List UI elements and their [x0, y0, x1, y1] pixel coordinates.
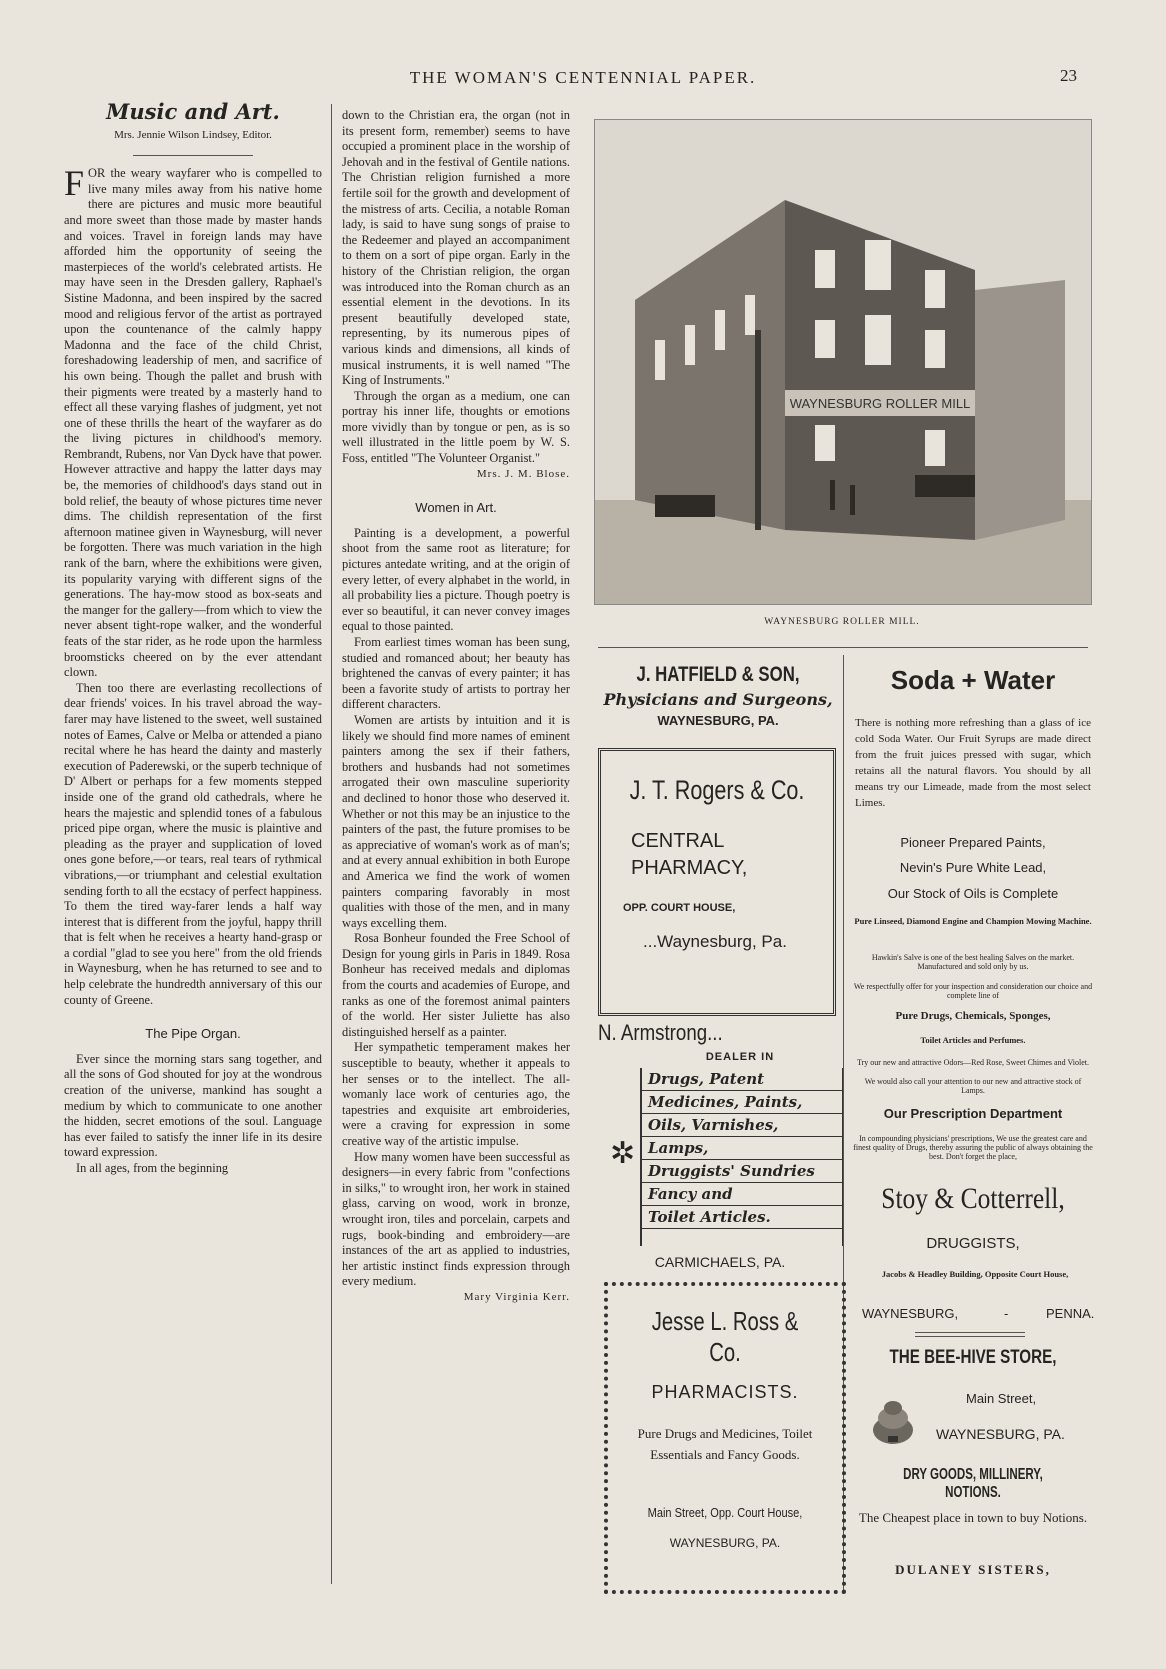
ads-rule — [598, 647, 1088, 648]
prescription-text: In compounding physicians' prescriptions, We use the greatest care and finest quality of Drugs, thereby assuring the public of always obtaining the best. Don't forget the place, — [853, 1134, 1093, 1161]
roller-mill-photo — [594, 119, 1092, 605]
paragraph: Rosa Bonheur founded the Free School of Design for young girls in Paris in 1849. Rosa Bonheur has received medals and diplomas from the courts and academies of Europe, and ranks as one of the foremost animal painters of the world. Her sister Juliette has also distinguished herself as a painter. — [342, 931, 570, 1039]
column-2 — [342, 108, 570, 1306]
ross-ad — [604, 1282, 846, 1594]
rogers-name: J. T. Rogers & Co. — [629, 775, 805, 805]
beehive-name: THE BEE-HIVE STORE, — [889, 1347, 1057, 1368]
beehive-street: Main Street, — [966, 1391, 1037, 1406]
building-line: Jacobs & Headley Building, Opposite Court House, — [881, 1269, 1069, 1279]
paragraph: From earliest times woman has been sung, studied and romanced about; her beauty has brightened the canvas of every painter; it has been a favorite study of artists to portray her different characters. — [342, 635, 570, 712]
paints-line: Pioneer Prepared Paints, — [900, 835, 1046, 850]
column-rule — [331, 104, 332, 1584]
state: PENNA. — [1046, 1306, 1095, 1321]
list-item: Oils, Varnishes, — [642, 1114, 842, 1137]
beehive-rule-top — [915, 1332, 1025, 1333]
editor-line: Mrs. Jennie Wilson Lindsey, Editor. — [114, 128, 272, 141]
pipe-organ-heading: The Pipe Organ. — [145, 1026, 241, 1042]
music-art-heading: Music and Art. — [106, 99, 280, 124]
ross-name: Jesse L. Ross & Co. — [651, 1306, 799, 1367]
page-number: 23 — [1060, 66, 1077, 85]
beehive-rule-mid — [915, 1336, 1025, 1337]
list-item: Medicines, Paints, — [642, 1091, 842, 1114]
paragraph: Through the organ as a medium, one can portray his inner life, thoughts or emotions more vividly than by tongue or pen, as is so well illustrated in the little poem by W. S. Foss, entitled "The Volunteer Organist." — [342, 388, 570, 466]
druggists: DRUGGISTS, — [926, 1235, 1020, 1252]
list-item: Lamps, — [642, 1137, 842, 1160]
lead-line: Nevin's Pure White Lead, — [899, 860, 1047, 875]
paragraph: down to the Christian era, the organ (not in its present form, remember) seems to have occupied a prominent place in the worship of Jehovah and in the festival of Gentile nations. The Christian religion furnished a more fertile soil for the growth and development of the mistress of arts. Cecilia, a notable Roman lady, is said to have sung songs of praise to the Redeemer and played an accompaniment to them on a sort of pipe organ. Early in the history of the Christian religion, the organ was introduced into the Roman church as an essential element in the devotions. In its present beautifully developed state, representing, by its numerous pipes of various kinds and dimensions, all kinds of musical instruments, it is well named "The King of Instruments." — [342, 108, 570, 388]
paragraph: How many women have been successful as designers—in every fabric from "confections in silks," to wrought iron, her work in stained glass, carving on wood, work in bronze, wrought iron, tiles and porcelain, carpets and rugs, book-binding and embroidery—are instances of the art as applied to industries, her artistic instinct finds expression through every medium. — [342, 1149, 570, 1289]
hatfield-name: J. HATFIELD & SON, — [636, 663, 800, 686]
mill-sign: WAYNESBURG ROLLER MILL — [789, 396, 971, 411]
salve-line: Hawkin's Salve is one of the best healing Salves on the market. Manufactured and sold only by us. — [871, 953, 1075, 971]
armstrong-dealer: DEALER IN — [705, 1051, 775, 1063]
signature: Mary Virginia Kerr. — [463, 1290, 570, 1303]
paragraph: Then too there are everlasting recollections of dear friends' voices. In his travel abroad the way-farer may have listened to the sweet, well sustained notes of Eames, Calve or Melba or attended a piano recital where he has heard the dainty and masterly execution of Paderewski, or the superb technique of D' Albert or perhaps for a few moments stepped inside one of the grand old cathedrals, where he hears the majestic and splendid tones of a fabulous priced pipe organ, where the music is plaintive and pleading as the prayer and supplication of loved ones gone before,—or tears, real tears of rythmical vibrations,—or triumphant and celestial exultation sending forth to all the ecstacy of perfect happiness. To them the tired way-farer lends a half way interest that is different from the joyful, happy thrill that is felt when he receives a hearty hand-grasp or a cordial "glad to see you here" from the old friends in Waynesburg, when he has returned to see and to help celebrate the hundredth anniversary of this our county of Greene. — [64, 680, 322, 1007]
photo-caption: WAYNESBURG ROLLER MILL. — [764, 617, 920, 627]
signature: Mrs. J. M. Blose. — [476, 467, 570, 480]
asterisk-icon: ✲ — [610, 1137, 636, 1170]
beehive-goods: DRY GOODS, MILLINERY, NOTIONS. — [903, 1466, 1043, 1501]
town: WAYNESBURG, — [862, 1306, 959, 1321]
list-item: Toilet Articles. — [642, 1206, 842, 1229]
ross-desc: Pure Drugs and Medicines, Toilet Essentials and Fancy Goods. — [637, 1426, 813, 1462]
mill-illustration — [595, 120, 1091, 604]
beehive-icon — [868, 1396, 918, 1453]
rogers-line1: CENTRAL — [631, 830, 725, 852]
list-item: Fancy and — [642, 1183, 842, 1206]
paragraph: Her sympathetic temperament makes her susceptible to beauty, whether it appeals to her senses or to the intellect. The all-womanly lace work of centuries ago, the tapestries and exquisite art embroideries, were a craving for expression in some creative way of the artistic impulse. — [342, 1040, 570, 1148]
armstrong-list — [640, 1068, 843, 1246]
paragraph: Women are artists by intuition and it is likely we should find more names of eminent painters among the sex if their fathers, brothers and husbands had not sometimes arrogated their own masculine superiority and declined to honor those who deserved it. Whether or not this may be an injustice to the painters of the past, the future promises to be as appreciative of woman's work as of man's; and at every annual exhibition in both Europe and America we find the work of women painters comparing favorably in most qualities with those of the men, and in many ways excelling them. — [342, 712, 570, 930]
column-1 — [64, 99, 322, 1177]
inspection-line: We respectfully offer for your inspection and consideration our choice and complete line of — [853, 982, 1093, 1000]
hatfield-city: WAYNESBURG, PA. — [657, 713, 779, 728]
paragraph: OR the weary wayfarer who is compelled to live many miles away from his native home there are pictures and music more beautiful and more sweet than those made by master hands and voices. Travel in foreign lands may have afforded him the opportunity of seeing the masterpieces of the world's celebrated artists. He may have seen in the Dresden gallery, Raphael's Sistine Madonna, and been inspired by the sacred mood and religious fervor of the artist as portrayed upon the countenance of the calmly happy Madonna and the face of the child Christ, foreshadowing leadership of men, and sacrifice of his own being. Though the pallet and brush with their pigments were treated by a masterly hand to effect all these varying flashes of judgment, yet not one of these thrills the heart of the wayfarer as do the living pictures in childhood's memory. Rembrandt, Rubens, nor Van Dyck have that power. However attractive and happy the latter days may be, the memories of childhood's days stand out in bold relief, the beauty of whose pictures time never dims. The childish representation of the first afternoon matinee given in Waynesburg, will never be forgotten. There was much variation in the high rank of the barn, where the exhibitions were given, its popularity varying with different signs of the generations. The hay-mow stood as box-seats and the manger for the gallery—from which to view the never absent tight-rope walker, and the wonderful feats of the star rider, as he rode upon the harmless broomsticks cheered on by the ever attendant clown. — [64, 166, 322, 680]
ross-sub: PHARMACISTS. — [651, 1382, 799, 1402]
firm-name: Stoy & Cotterrell, — [881, 1182, 1065, 1215]
paragraph: Painting is a development, a powerful shoot from the same root as literature; for pictures antedate writing, and at the origin of every letter, of every alphabet in the world, in all probability lies a picture. Though poetry is ever so beautiful, it can never convey images equal to those painted. — [342, 525, 570, 634]
hatfield-ad — [598, 663, 838, 728]
armstrong-city: CARMICHAELS, PA. — [654, 1254, 786, 1270]
oils-line: Our Stock of Oils is Complete — [887, 886, 1059, 901]
paragraph: Ever since the morning stars sang together, and all the sons of God shouted for joy at the wondrous creation of the universe, mankind has sought a medium by which to communicate to one another the hidden, secret emotions of the soul. Language has ever failed to satisfy the inner life in its desire toward expression. — [64, 1051, 322, 1160]
beehive-slogan: The Cheapest place in town to buy Notions. — [858, 1510, 1088, 1525]
soda-intro: There is nothing more refreshing than a glass of ice cold Soda Water. Our Fruit Syrups are made direct from the fruit juices pressed with sugar, which retains all the natural flavors. You should by all means try our Limeade, made from the most select Limes. — [855, 717, 1091, 809]
rogers-ad — [598, 748, 836, 1016]
hatfield-profession: Physicians and Surgeons, — [603, 690, 833, 709]
toilet-line: Toilet Articles and Perfumes. — [920, 1035, 1026, 1045]
armstrong-name: N. Armstrong... — [598, 1020, 723, 1045]
beehive-owners: DULANEY SISTERS, — [895, 1562, 1051, 1577]
soda-title: Soda + Water — [890, 665, 1056, 695]
running-header: THE WOMAN'S CENTENNIAL PAPER. — [409, 68, 757, 87]
rogers-address: OPP. COURT HOUSE, — [623, 902, 736, 914]
beehive-svg — [868, 1396, 918, 1448]
prescription-heading: Our Prescription Department — [883, 1106, 1063, 1121]
ross-address: Main Street, Opp. Court House, — [647, 1505, 803, 1520]
paragraph: In all ages, from the beginning — [76, 1161, 229, 1175]
drugs-line: Pure Drugs, Chemicals, Sponges, — [895, 1010, 1051, 1022]
ross-city: WAYNESBURG, PA. — [669, 1536, 781, 1550]
list-item: Drugs, Patent — [642, 1068, 842, 1091]
women-in-art-heading: Women in Art. — [415, 500, 497, 516]
beehive-city: WAYNESBURG, PA. — [936, 1426, 1065, 1442]
linseed-line: Pure Linseed, Diamond Engine and Champion Mowing Machine. — [854, 916, 1092, 926]
divider — [133, 155, 253, 156]
rogers-line2: PHARMACY, — [631, 857, 748, 879]
odors-line: Try our new and attractive Odors—Red Rose, Sweet Chimes and Violet. — [857, 1058, 1089, 1067]
rogers-city: ...Waynesburg, Pa. — [643, 932, 787, 951]
dash: - — [1004, 1306, 1009, 1321]
drop-cap: F — [64, 163, 85, 204]
list-item: Druggists' Sundries — [642, 1160, 842, 1183]
lamps-line: We would also call your attention to our new and attractive stock of Lamps. — [864, 1077, 1082, 1095]
